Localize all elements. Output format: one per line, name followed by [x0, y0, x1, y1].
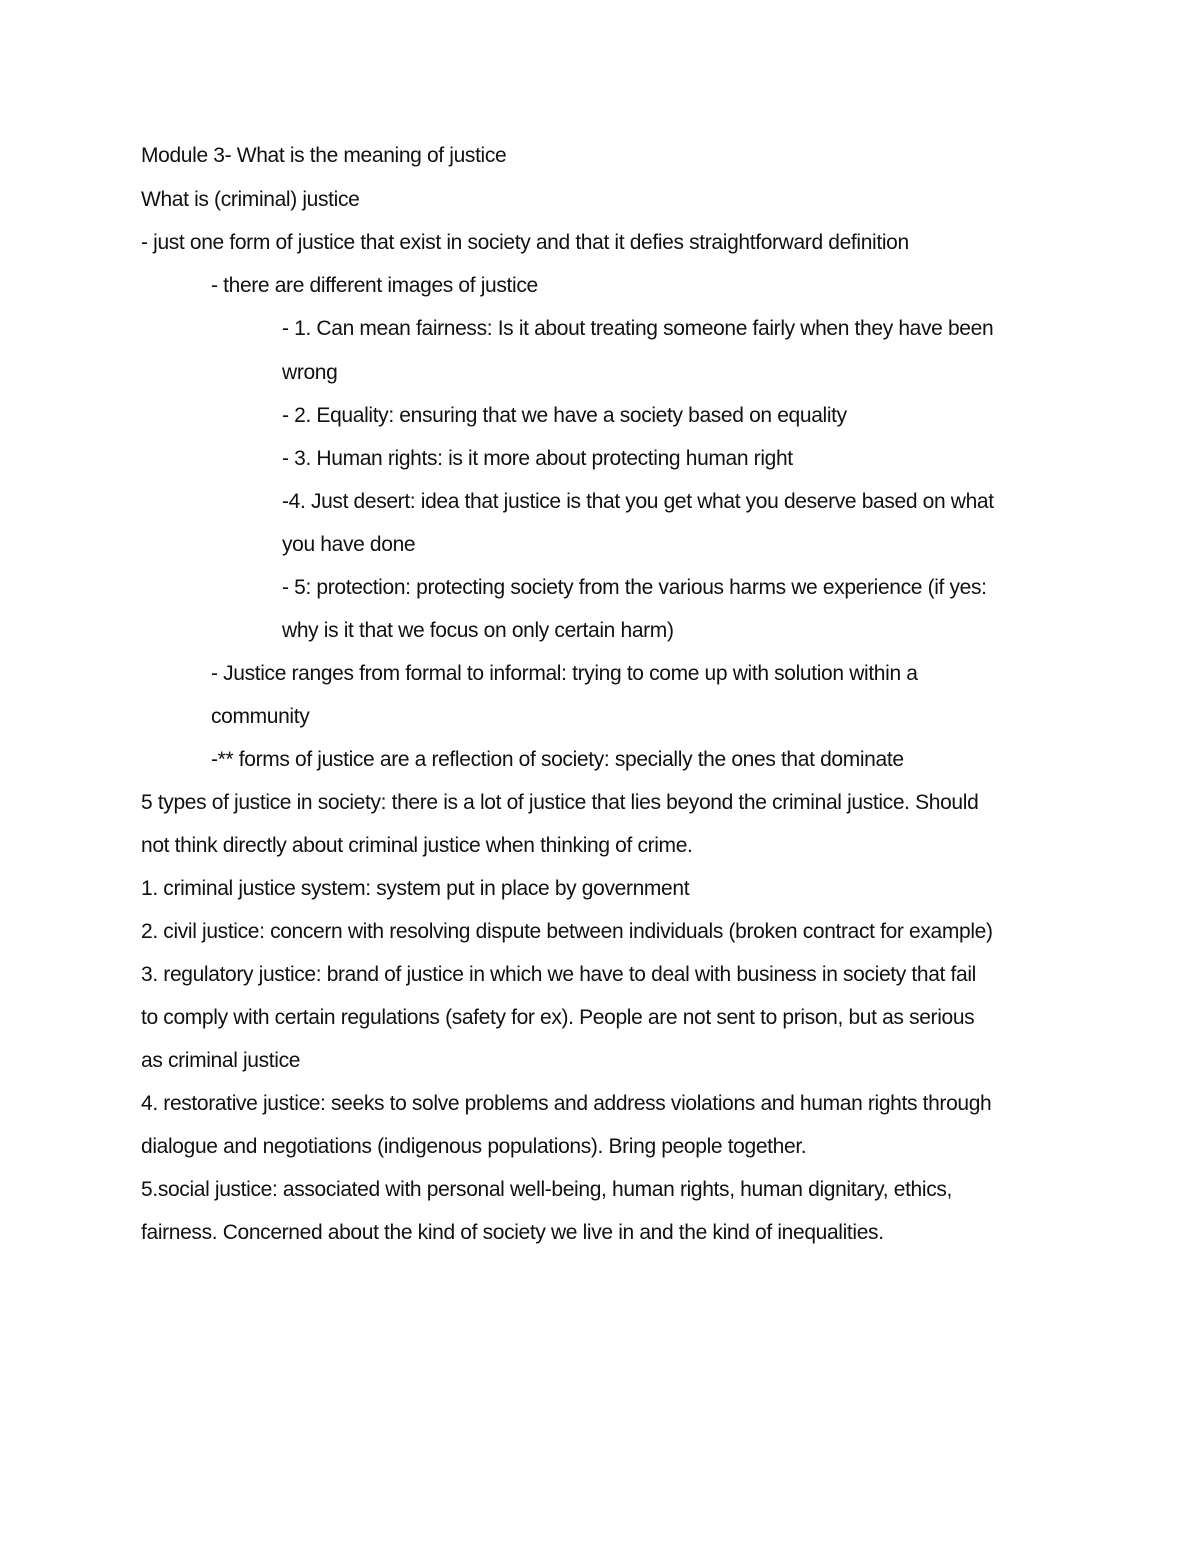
image-item-just-desert-cont: you have done [282, 533, 416, 556]
document-title: Module 3- What is the meaning of justice [141, 144, 507, 167]
intro-point: - just one form of justice that exist in society and that it defies straightforward definition [141, 231, 909, 254]
image-item-protection: - 5: protection: protecting society from the various harms we experience (if yes: [282, 576, 987, 599]
type-item-regulatory-cont: to comply with certain regulations (safety for ex). People are not sent to prison, but as serious [141, 1006, 975, 1029]
type-item-social-cont: fairness. Concerned about the kind of society we live in and the kind of inequalities. [141, 1221, 884, 1244]
type-item-regulatory: 3. regulatory justice: brand of justice in which we have to deal with business in society that fail [141, 963, 976, 986]
type-item-social: 5.social justice: associated with personal well-being, human rights, human dignitary, ethics, [141, 1178, 952, 1201]
image-item-equality: - 2. Equality: ensuring that we have a society based on equality [282, 404, 847, 427]
image-item-fairness: - 1. Can mean fairness: Is it about treating someone fairly when they have been [282, 317, 994, 340]
types-intro: 5 types of justice in society: there is a lot of justice that lies beyond the criminal justice. Should [141, 791, 979, 814]
image-item-fairness-cont: wrong [282, 361, 338, 384]
image-item-protection-cont: why is it that we focus on only certain harm) [282, 619, 674, 642]
image-item-human-rights: - 3. Human rights: is it more about protecting human right [282, 447, 793, 470]
section-subtitle: What is (criminal) justice [141, 188, 360, 211]
types-intro-cont: not think directly about criminal justice when thinking of crime. [141, 834, 693, 857]
type-item-criminal: 1. criminal justice system: system put in place by government [141, 877, 690, 900]
range-point: - Justice ranges from formal to informal: trying to come up with solution within a [211, 662, 918, 685]
type-item-civil: 2. civil justice: concern with resolving dispute between individuals (broken contract for example) [141, 920, 993, 943]
type-item-restorative-cont: dialogue and negotiations (indigenous populations). Bring people together. [141, 1135, 807, 1158]
type-item-restorative: 4. restorative justice: seeks to solve problems and address violations and human rights through [141, 1092, 992, 1115]
reflection-point: -** forms of justice are a reflection of society: specially the ones that dominate [211, 748, 904, 771]
range-point-cont: community [211, 705, 310, 728]
images-heading: - there are different images of justice [211, 274, 538, 297]
image-item-just-desert: -4. Just desert: idea that justice is that you get what you deserve based on what [282, 490, 994, 513]
type-item-regulatory-cont2: as criminal justice [141, 1049, 301, 1072]
